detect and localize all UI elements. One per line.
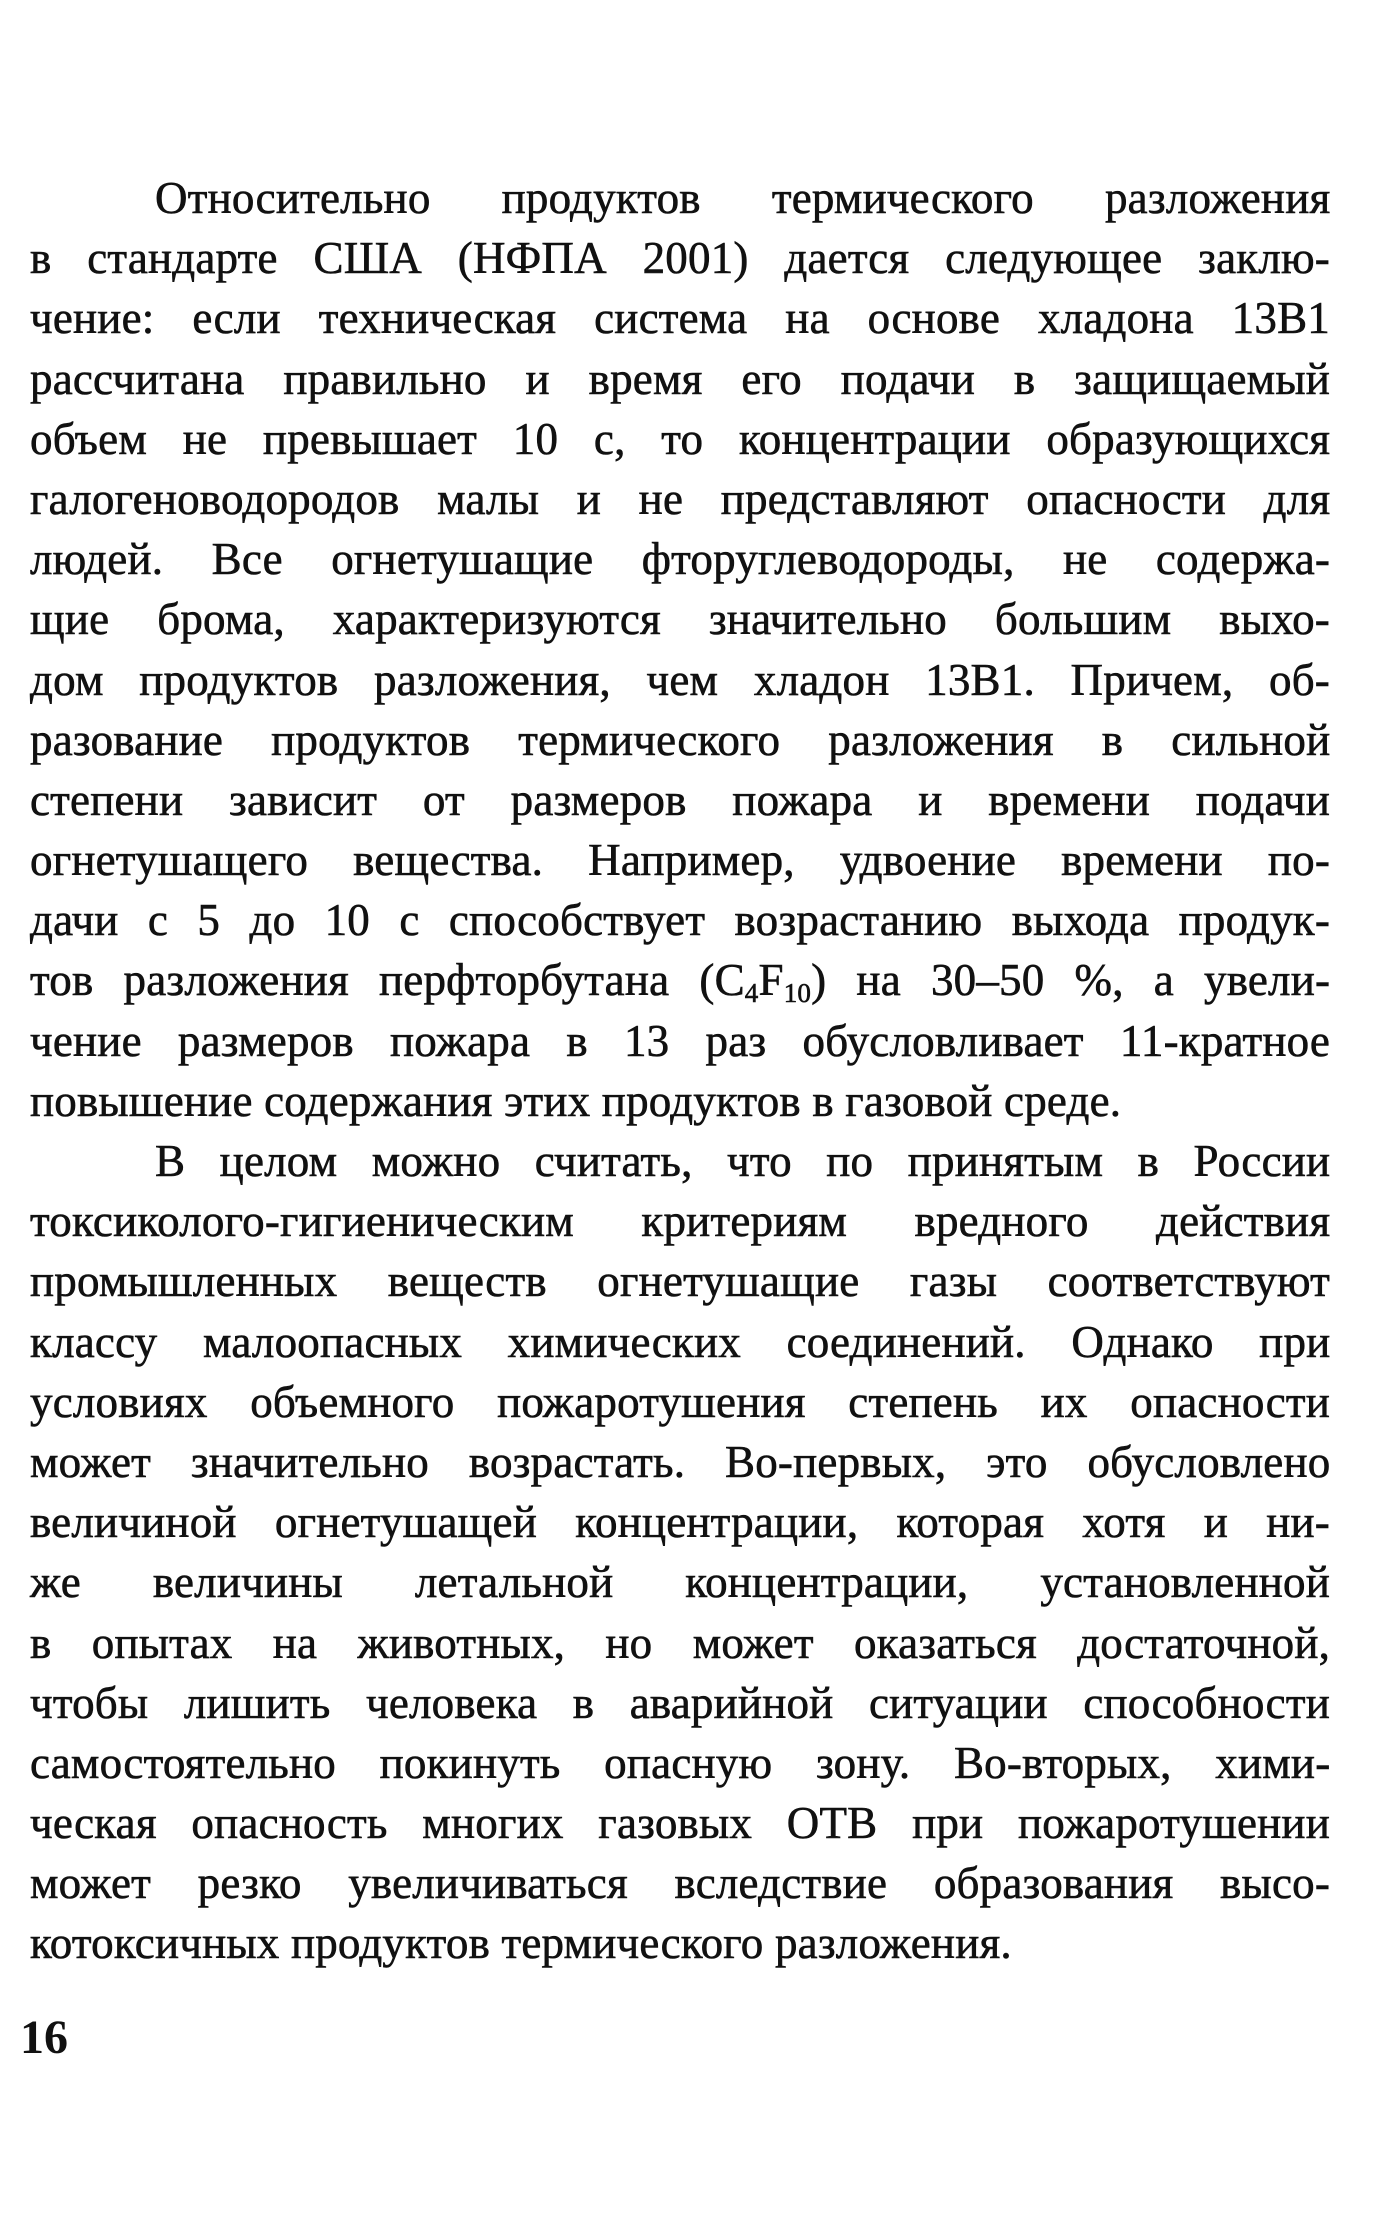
paragraph-2-line-6: может значительно возрастать. Во-первых, это обусловлено bbox=[30, 1436, 1331, 1487]
paragraph-1-line-2: в стандарте США (НФПА 2001) дается следующее заклю- bbox=[30, 233, 1330, 284]
paragraph-1-line-13: дачи с 5 до 10 с способствует возрастанию выхода продук- bbox=[30, 895, 1331, 946]
paragraph-1-line-10: разование продуктов термического разложения в сильной bbox=[30, 714, 1331, 765]
paragraph-2-line-13: может резко увеличиваться вследствие образования высо- bbox=[30, 1858, 1330, 1909]
paragraph-1-line-4: рассчитана правильно и время его подачи в защищаемый bbox=[30, 353, 1331, 404]
paragraph-1-line-9: дом продуктов разложения, чем хладон 13В1. Причем, об- bbox=[30, 654, 1330, 705]
paragraph-1-line-8: щие брома, характеризуются значительно большим выхо- bbox=[30, 594, 1330, 645]
paragraph-1-line-15: чение размеров пожара в 13 раз обусловливает 11-кратное bbox=[30, 1015, 1331, 1066]
paragraph-2-line-12: ческая опасность многих газовых ОТВ при пожаротушении bbox=[30, 1798, 1330, 1849]
paragraph-2-line-11: самостоятельно покинуть опасную зону. Во-вторых, хими- bbox=[30, 1737, 1331, 1788]
paragraph-1-line-6: галогеноводородов малы и не представляют опасности для bbox=[30, 473, 1331, 524]
formula-subscript-4: 4 bbox=[744, 978, 759, 1009]
paragraph-1-line-1: Относительно продуктов термического разложения bbox=[155, 173, 1331, 223]
paragraph-2-line-8: же величины летальной концентрации, установленной bbox=[30, 1557, 1331, 1608]
paragraph-2-line-9: в опытах на животных, но может оказаться достаточной, bbox=[30, 1617, 1331, 1668]
paragraph-2-line-7: величиной огнетушащей концентрации, которая хотя и ни- bbox=[30, 1497, 1330, 1548]
formula-suffix: ) на 30–50 %, а увели- bbox=[811, 955, 1331, 1006]
formula-subscript-10: 10 bbox=[783, 978, 812, 1009]
paragraph-1-line-11: степени зависит от размеров пожара и времени подачи bbox=[30, 774, 1330, 825]
paragraph-1-line-5: объем не превышает 10 с, то концентрации образующихся bbox=[30, 413, 1331, 464]
paragraph-1-line-3: чение: если техническая система на основе хладона 13В1 bbox=[30, 293, 1330, 344]
paragraph-2-line-5: условиях объемного пожаротушения степень их опасности bbox=[30, 1376, 1331, 1427]
body-text bbox=[30, 168, 1330, 1974]
paragraph-2-line-10: чтобы лишить человека в аварийной ситуации способности bbox=[30, 1677, 1330, 1728]
paragraph-2-line-14: котоксичных продуктов термического разложения. bbox=[30, 1918, 1012, 1969]
paragraph-1-line-7: людей. Все огнетушащие фторуглеводороды, не содержа- bbox=[30, 534, 1331, 585]
paragraph-1-line-14 bbox=[30, 950, 1330, 1010]
paragraph-1-line-12: огнетушащего вещества. Например, удвоение времени по- bbox=[30, 835, 1331, 886]
formula-prefix: тов разложения перфторбутана (C bbox=[30, 955, 745, 1006]
paragraph-2-line-3: промышленных веществ огнетушащие газы соответствуют bbox=[30, 1256, 1330, 1307]
paragraph-1-line-16: повышение содержания этих продуктов в газовой среде. bbox=[30, 1075, 1122, 1126]
paragraph-2-line-2: токсиколого-гигиеническим критериям вредного действия bbox=[30, 1196, 1331, 1247]
paragraph-2-line-4: классу малоопасных химических соединений. Однако при bbox=[30, 1316, 1331, 1367]
paragraph-2-line-1: В целом можно считать, что по принятым в России bbox=[155, 1136, 1331, 1186]
page-number: 16 bbox=[20, 2011, 68, 2064]
formula-element-f: F bbox=[758, 955, 784, 1006]
